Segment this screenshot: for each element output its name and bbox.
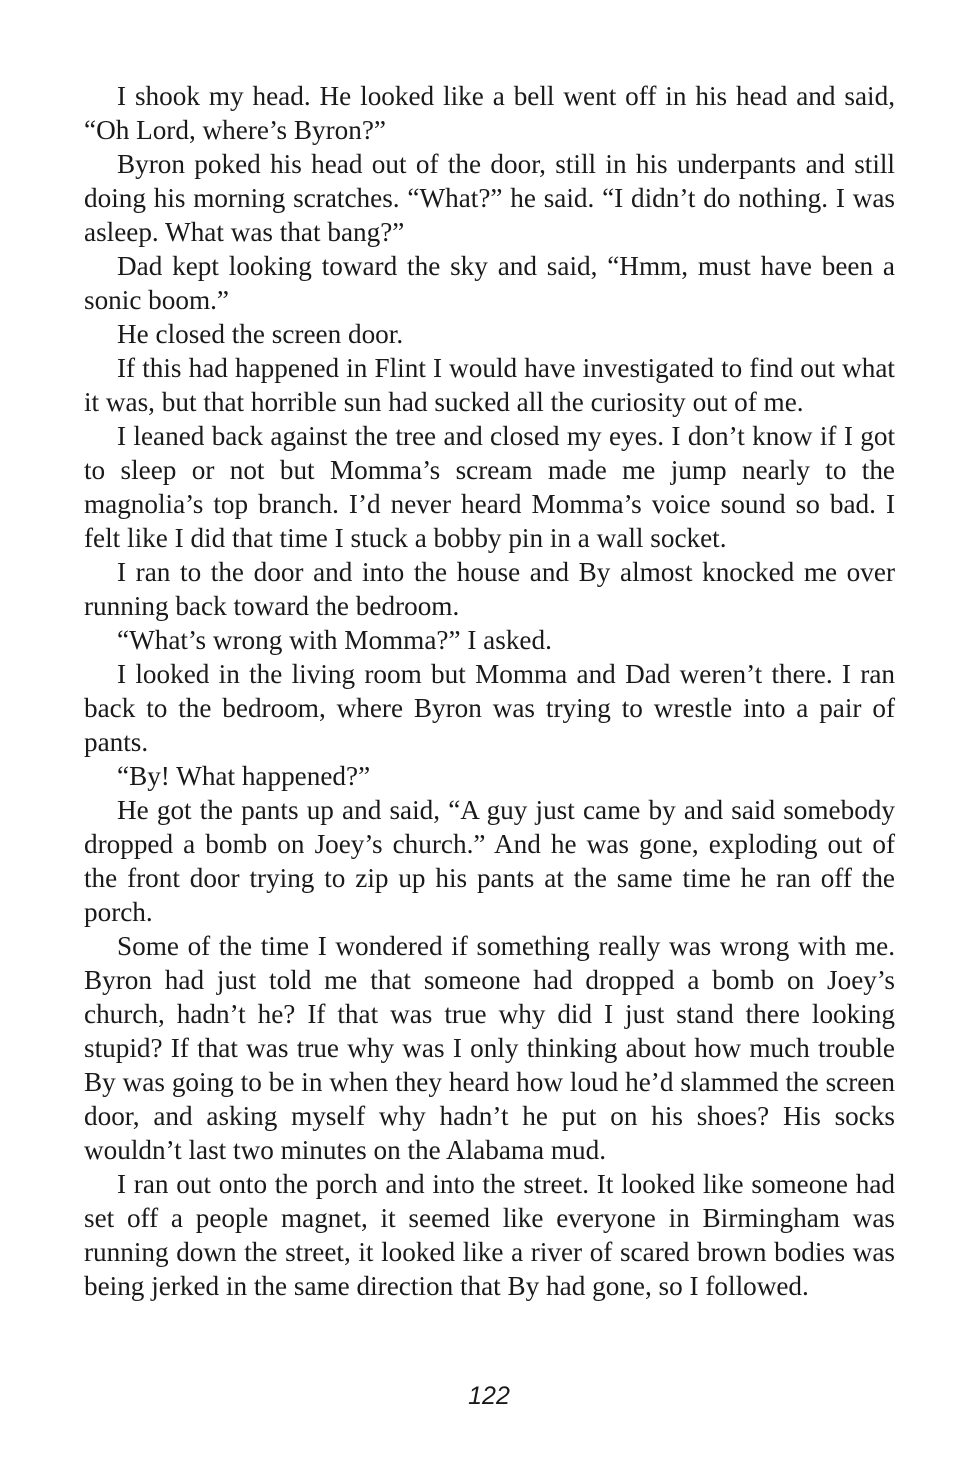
paragraph: I ran to the door and into the house and By almost knocked me over running back toward the bedroom. [84, 557, 895, 621]
page-number: 122 [468, 1382, 510, 1410]
paragraph: I ran out onto the porch and into the street. It looked like someone had set off a people magnet, it seemed like everyone in Birmingham was running down the street, it looked like a river of scared brown bodies was being jerked in the same direction that By had gone, so I followed. [84, 1169, 895, 1301]
paragraph: I shook my head. He looked like a bell went off in his head and said, “Oh Lord, where’s Byron?” [84, 81, 895, 145]
paragraph: If this had happened in Flint I would have investigated to find out what it was, but that horrible sun had sucked all the curiosity out of me. [84, 353, 895, 417]
paragraph: Byron poked his head out of the door, still in his underpants and still doing his morning scratches. “What?” he said. “I didn’t do nothing. I was asleep. What was that bang?” [84, 149, 895, 247]
paragraph: I looked in the living room but Momma and Dad weren’t there. I ran back to the bedroom, where Byron was trying to wrestle into a pair of pants. [84, 659, 895, 757]
paragraph: “By! What happened?” [117, 761, 371, 791]
paragraph: “What’s wrong with Momma?” I asked. [117, 625, 552, 655]
body-text [84, 79, 895, 1303]
paragraph: I leaned back against the tree and closed my eyes. I don’t know if I got to sleep or not but Momma’s scream made me jump nearly to the magnolia’s top branch. I’d never heard Momma’s voice sound so bad. I felt like I did that time I stuck a bobby pin in a wall socket. [84, 421, 895, 553]
paragraph: Dad kept looking toward the sky and said, “Hmm, must have been a sonic boom.” [84, 251, 895, 315]
paragraph: Some of the time I wondered if something really was wrong with me. Byron had just told me that someone had dropped a bomb on Joey’s church, hadn’t he? If that was true why did I just stand there looking stupid? If that was true why was I only thinking about how much trouble By was going to be in when they heard how loud he’d slammed the screen door, and asking myself why hadn’t he put on his shoes? His socks wouldn’t last two minutes on the Alabama mud. [84, 931, 895, 1165]
paragraph: He got the pants up and said, “A guy just came by and said somebody dropped a bomb on Joey’s church.” And he was gone, exploding out of the front door trying to zip up his pants at the same time he ran off the porch. [84, 795, 895, 927]
paragraph: He closed the screen door. [117, 319, 404, 349]
